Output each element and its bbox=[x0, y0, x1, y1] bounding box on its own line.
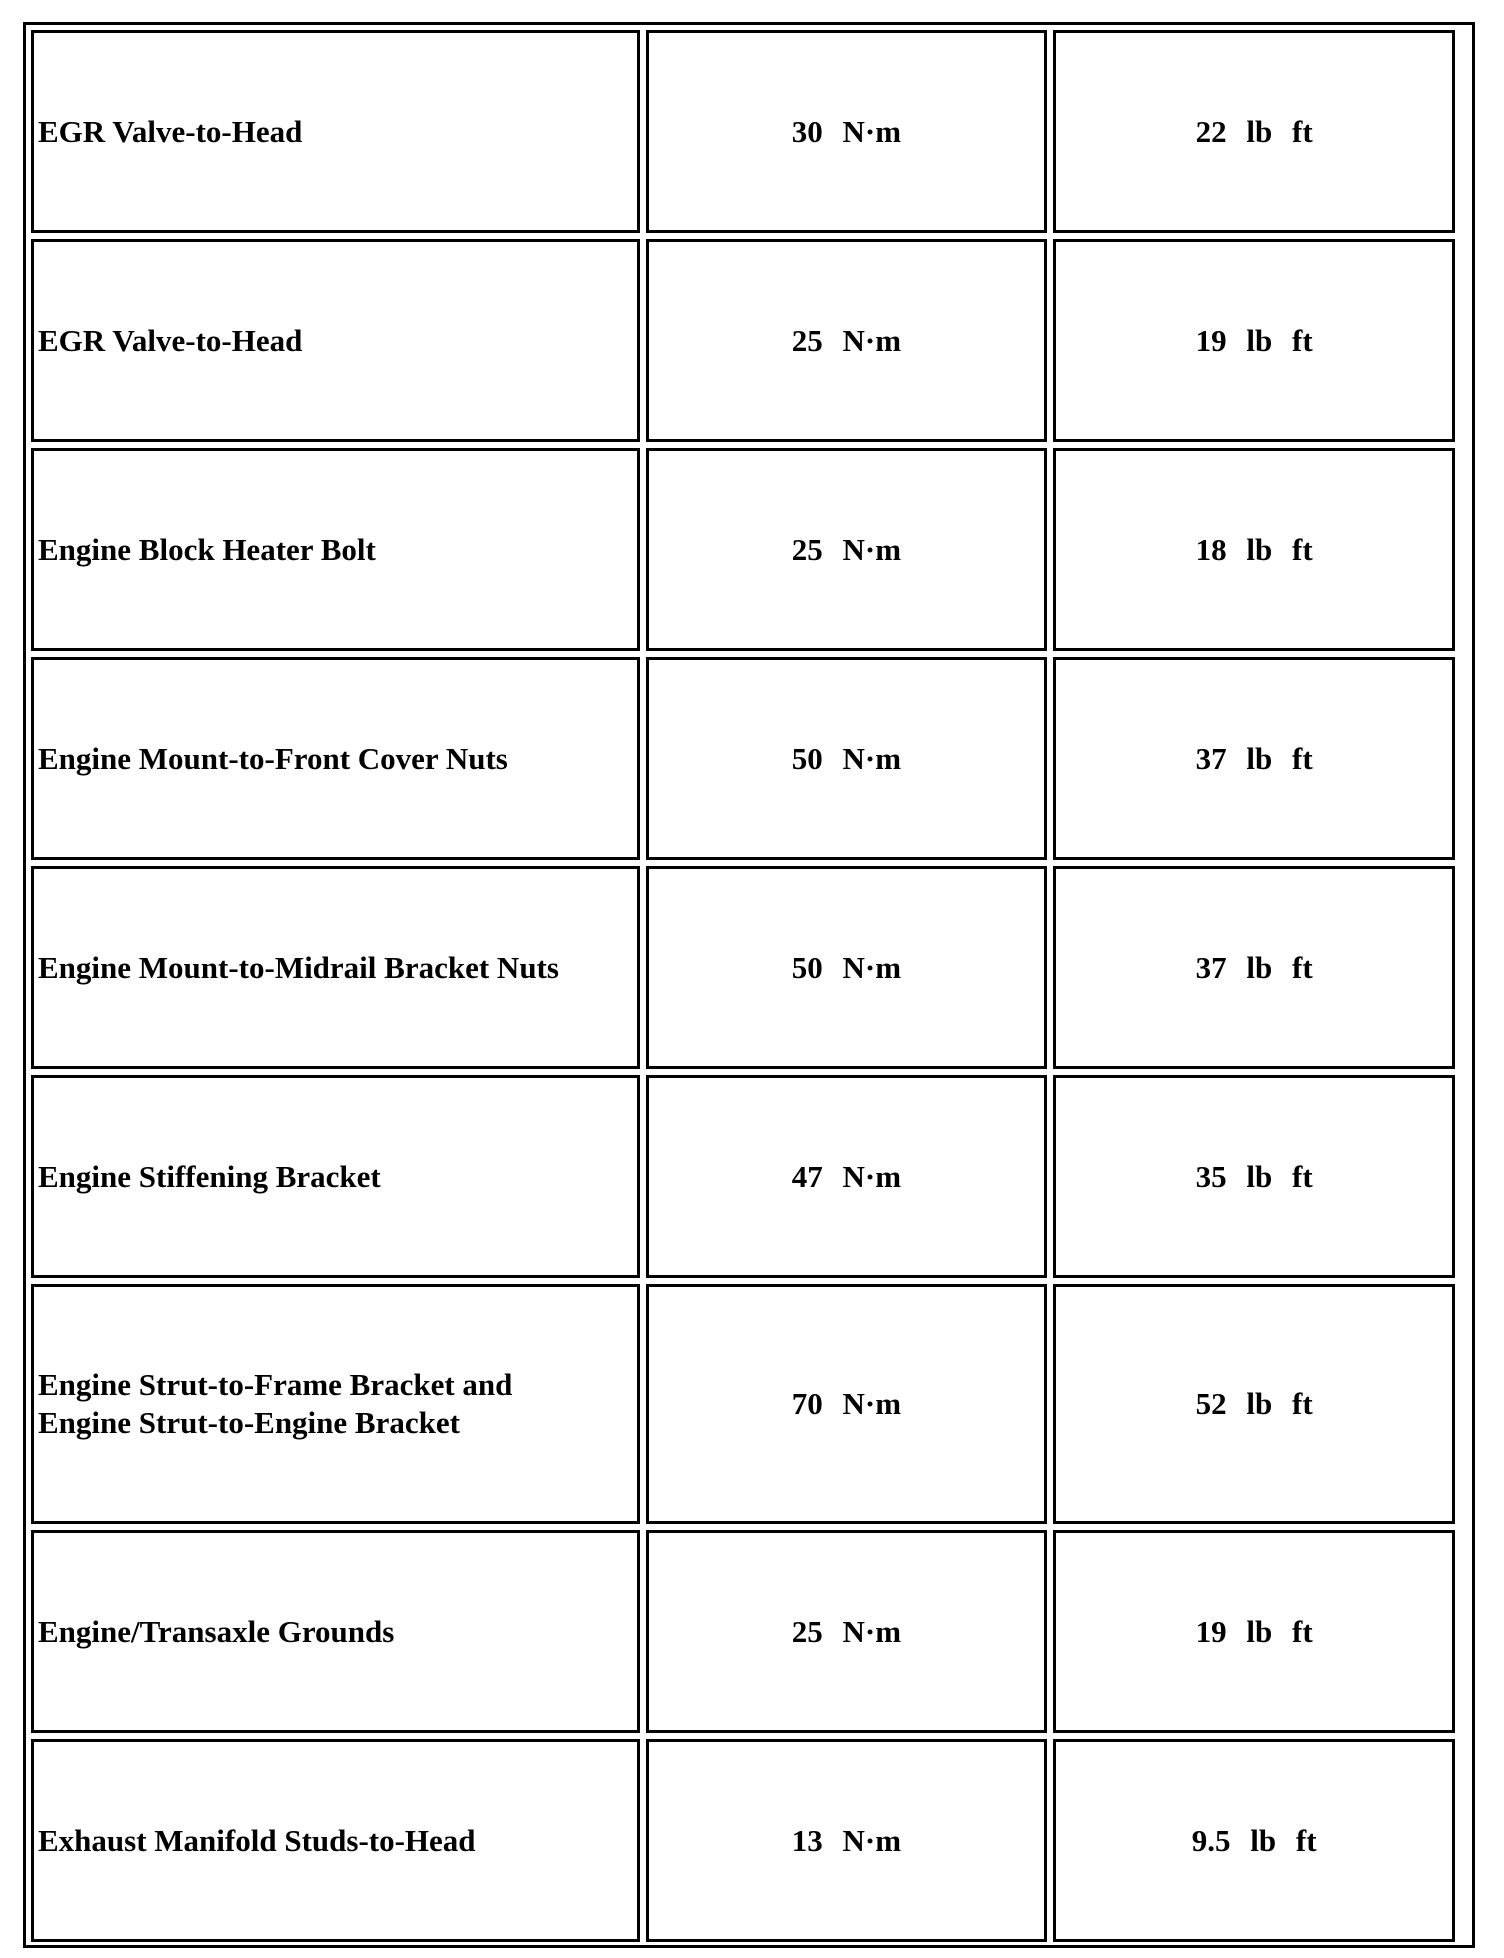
metric-torque: 50 N·m bbox=[646, 657, 1048, 860]
english-torque: 37 lb ft bbox=[1053, 866, 1455, 1069]
table-row bbox=[31, 1530, 1455, 1733]
english-torque: 37 lb ft bbox=[1053, 657, 1455, 860]
table-row bbox=[31, 30, 1455, 233]
table-row bbox=[31, 1284, 1455, 1524]
metric-torque: 47 N·m bbox=[646, 1075, 1048, 1278]
torque-spec-table bbox=[25, 24, 1461, 1948]
fastener-description: Engine Mount-to-Midrail Bracket Nuts bbox=[31, 866, 640, 1069]
fastener-description: Engine Block Heater Bolt bbox=[31, 448, 640, 651]
metric-torque: 25 N·m bbox=[646, 239, 1048, 442]
metric-torque: 50 N·m bbox=[646, 866, 1048, 1069]
table-row bbox=[31, 239, 1455, 442]
table-row bbox=[31, 866, 1455, 1069]
metric-torque: 25 N·m bbox=[646, 448, 1048, 651]
table-row bbox=[31, 1075, 1455, 1278]
description-line: Engine Strut-to-Engine Bracket bbox=[38, 1405, 460, 1440]
english-torque: 19 lb ft bbox=[1053, 1530, 1455, 1733]
fastener-description: EGR Valve-to-Head bbox=[31, 239, 640, 442]
fastener-description: EGR Valve-to-Head bbox=[31, 30, 640, 233]
metric-torque: 13 N·m bbox=[646, 1739, 1048, 1942]
description-line: Engine Strut-to-Frame Bracket and bbox=[38, 1367, 513, 1402]
table-row bbox=[31, 1739, 1455, 1942]
fastener-description: Engine/Transaxle Grounds bbox=[31, 1530, 640, 1733]
english-torque: 19 lb ft bbox=[1053, 239, 1455, 442]
english-torque: 9.5 lb ft bbox=[1053, 1739, 1455, 1942]
metric-torque: 30 N·m bbox=[646, 30, 1048, 233]
english-torque: 35 lb ft bbox=[1053, 1075, 1455, 1278]
english-torque: 18 lb ft bbox=[1053, 448, 1455, 651]
fastener-description: Exhaust Manifold Studs-to-Head bbox=[31, 1739, 640, 1942]
table-frame bbox=[23, 22, 1475, 1948]
table-row bbox=[31, 657, 1455, 860]
table-row bbox=[31, 448, 1455, 651]
metric-torque: 25 N·m bbox=[646, 1530, 1048, 1733]
metric-torque: 70 N·m bbox=[646, 1284, 1048, 1524]
fastener-description bbox=[31, 1284, 640, 1524]
fastener-description: Engine Stiffening Bracket bbox=[31, 1075, 640, 1278]
english-torque: 22 lb ft bbox=[1053, 30, 1455, 233]
fastener-description: Engine Mount-to-Front Cover Nuts bbox=[31, 657, 640, 860]
english-torque: 52 lb ft bbox=[1053, 1284, 1455, 1524]
